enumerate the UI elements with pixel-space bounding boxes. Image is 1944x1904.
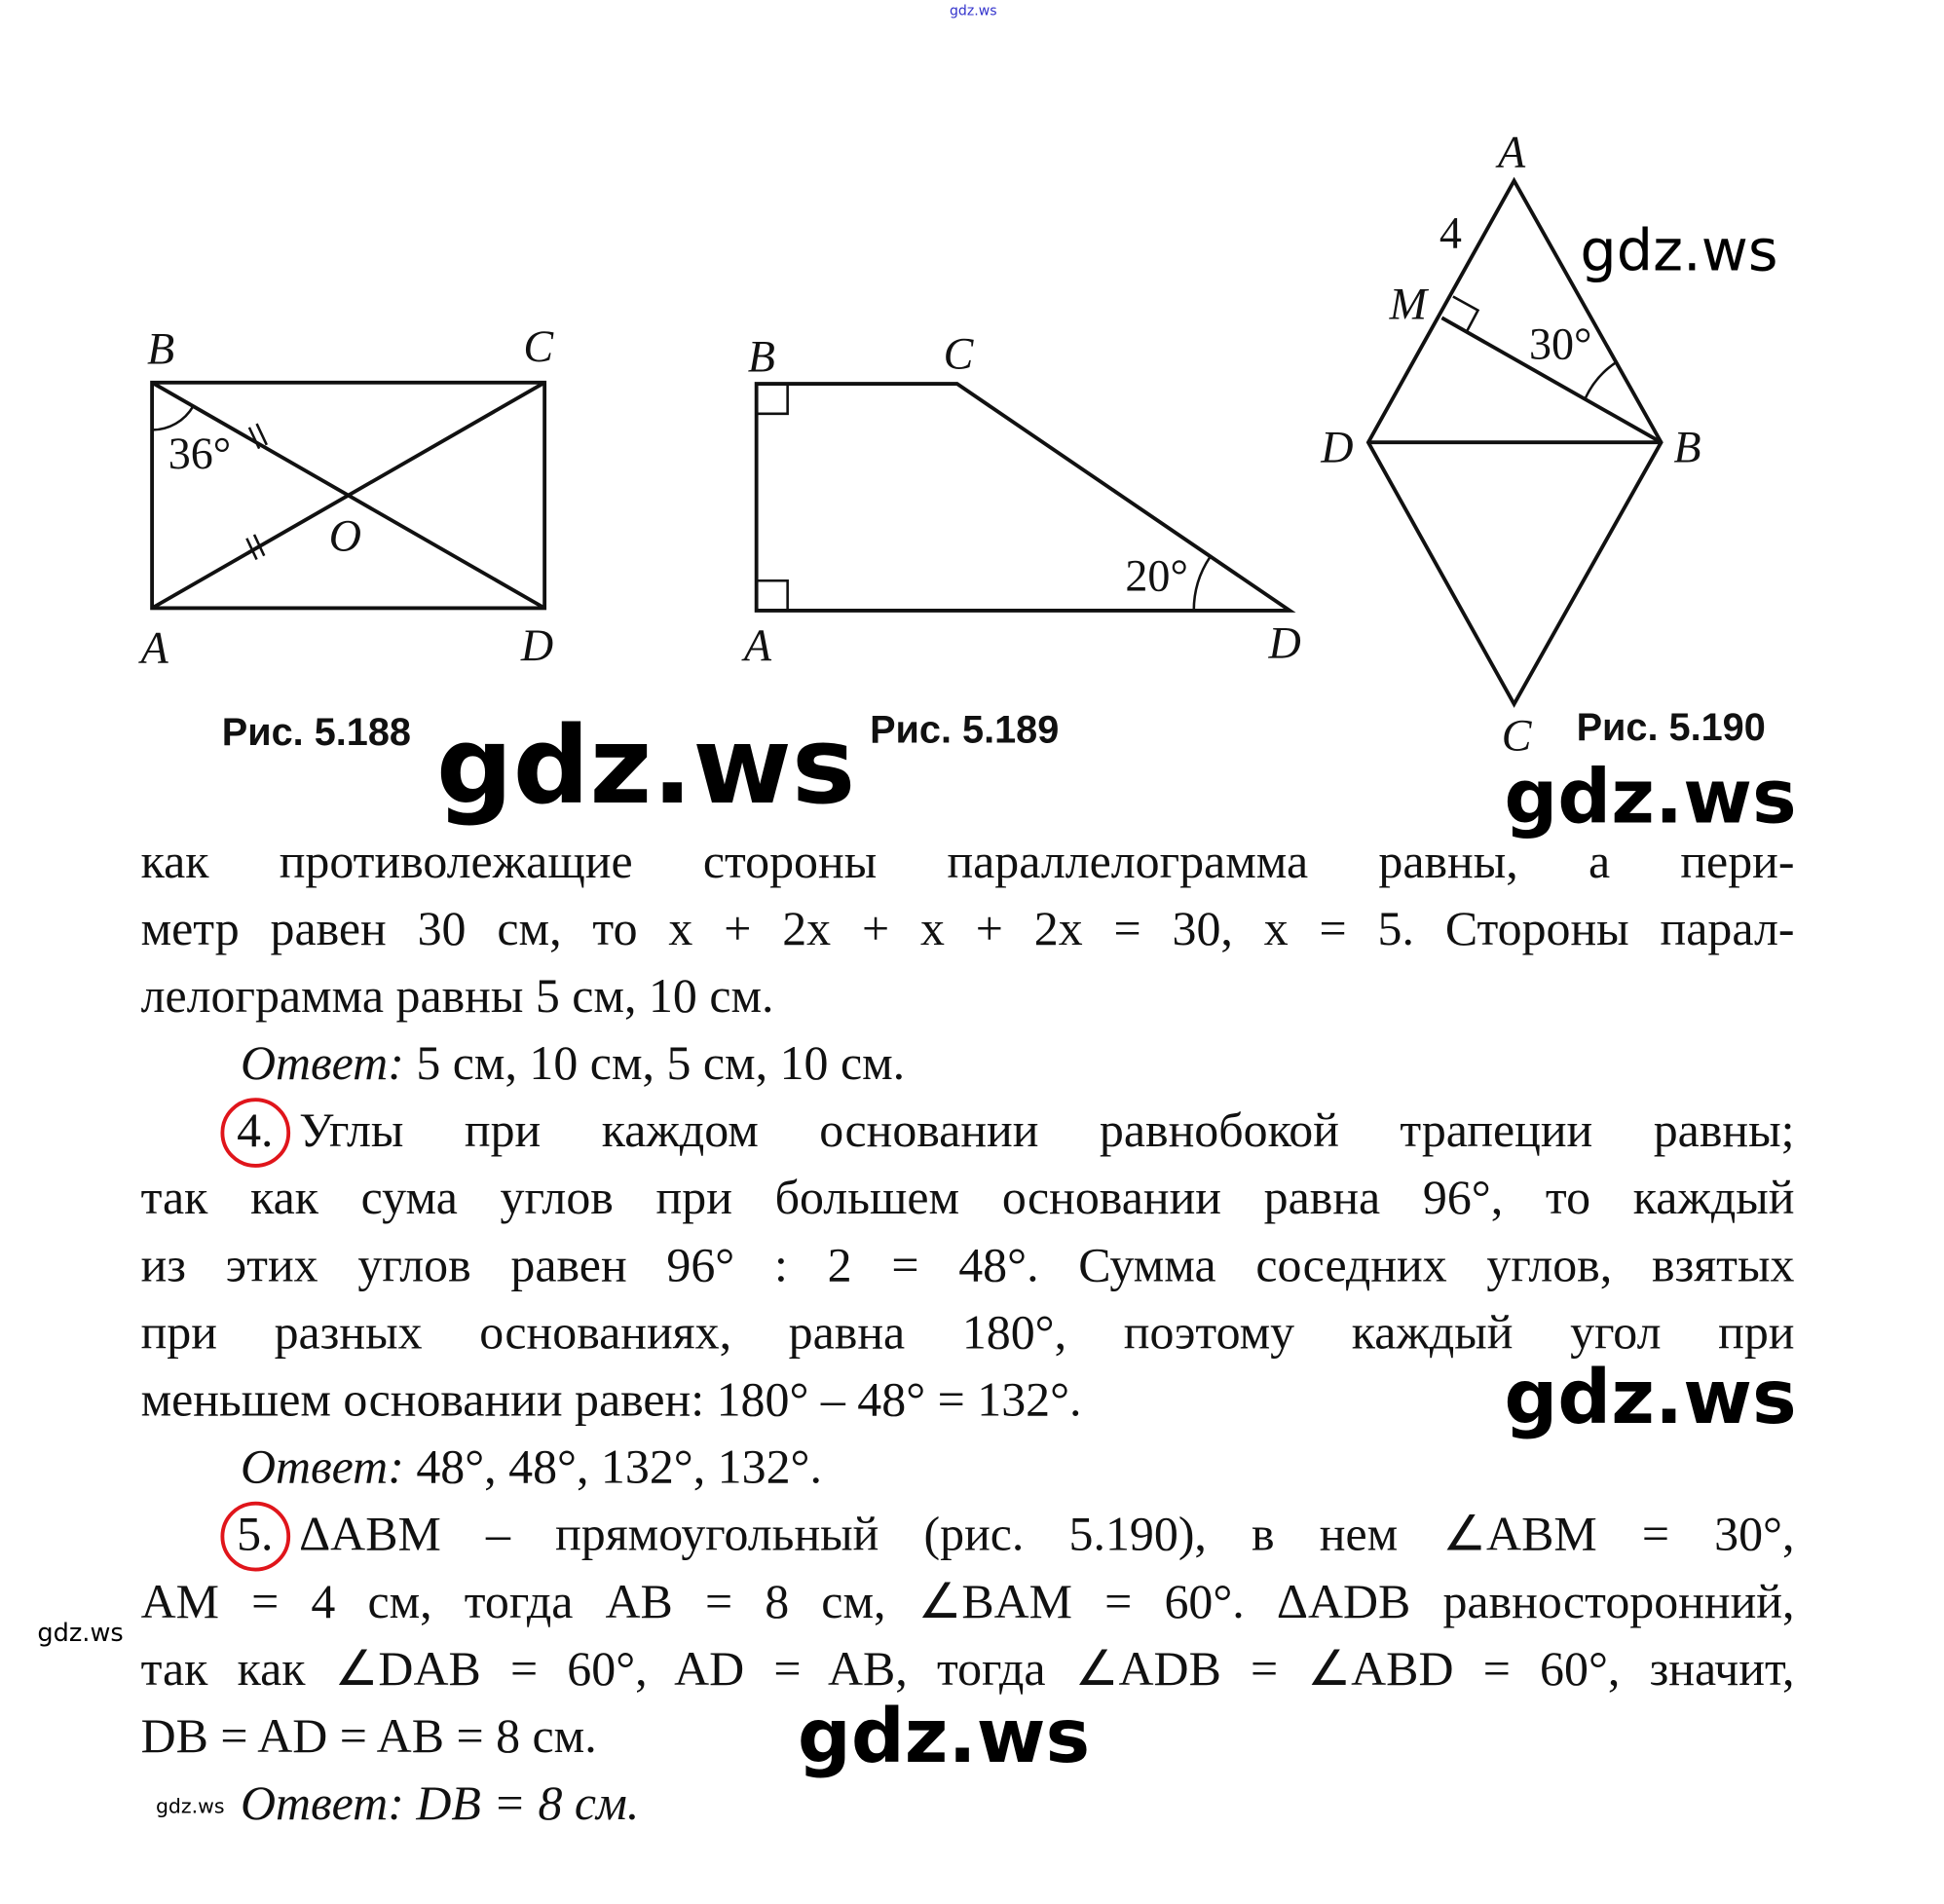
label-b: B [146, 323, 175, 374]
answer-line [240, 1440, 822, 1495]
label-b: B [1673, 422, 1701, 472]
figure-5-188 [152, 383, 544, 609]
text-line: ΔABM – прямоугольный (рис. 5.190), в нем ∠ABM = 30°, [299, 1508, 1795, 1562]
text-line: так как сума углов при большем основании равна 96°, то каждый [140, 1171, 1795, 1225]
label-d: D [1268, 617, 1301, 668]
label-c: C [523, 321, 554, 372]
answer-label: Ответ: [240, 1776, 404, 1831]
watermark: gdz.ws [797, 1693, 1091, 1781]
angle-label: 30° [1528, 318, 1592, 369]
text-line: AM = 4 см, тогда AB = 8 см, ∠BAM = 60°. ΔADB равносторонний, [140, 1575, 1795, 1629]
text-line: метр равен 30 см, то x + 2x + x + 2x = 30, x = 5. Стороны парал- [140, 902, 1795, 956]
label-c: C [1501, 710, 1532, 761]
answer-label: Ответ: [240, 1440, 404, 1495]
watermark: gdz.ws [155, 1794, 225, 1818]
text-line: как противолежащие стороны параллелограмма равны, а пери- [140, 835, 1795, 889]
caption-5-188: Рис. 5.188 [221, 710, 411, 755]
text-line: из этих углов равен 96° : 2 = 48°. Сумма соседних углов, взятых [140, 1238, 1795, 1292]
label-m: M [1389, 279, 1428, 329]
label-a: A [140, 622, 168, 673]
label-b: B [747, 331, 775, 382]
answer-line [240, 1036, 906, 1091]
label-o: O [328, 510, 362, 561]
angle-label: 20° [1125, 550, 1188, 601]
text-line: так как ∠DAB = 60°, AD = AB, тогда ∠ADB = ∠ABD = 60°, значит, [140, 1642, 1795, 1697]
watermark: gdz.ws [1580, 216, 1778, 284]
label-d: D [1321, 422, 1354, 472]
answer-text: 5 см, 10 см, 5 см, 10 см. [403, 1036, 906, 1091]
text-line: Углы при каждом основании равнобокой трапеции равны; [299, 1103, 1795, 1158]
text-line: меньшем основании равен: 180° – 48° = 132°. [140, 1373, 1082, 1428]
label-d: D [520, 620, 554, 671]
watermark: gdz.ws [1504, 1354, 1797, 1442]
caption-5-190: Рис. 5.190 [1576, 705, 1766, 749]
answer-line [240, 1776, 640, 1831]
text-line: при разных основаниях, равна 180°, поэтому каждый угол при [140, 1305, 1795, 1360]
side-label: 4 [1439, 207, 1462, 258]
watermark: gdz.ws [1504, 754, 1797, 841]
problem-number: 5. [237, 1508, 274, 1562]
angle-label: 36° [168, 429, 232, 479]
label-a: A [743, 620, 772, 671]
text-line: DB = AD = AB = 8 см. [140, 1709, 597, 1764]
label-c: C [943, 328, 974, 379]
watermark: gdz.ws [949, 2, 997, 19]
answer-text: 48°, 48°, 132°, 132°. [403, 1440, 822, 1495]
caption-5-189: Рис. 5.189 [870, 707, 1060, 752]
text-line: лелограмма равны 5 см, 10 см. [140, 969, 774, 1024]
answer-text: DB = 8 см. [403, 1776, 640, 1831]
answer-label: Ответ: [240, 1036, 404, 1091]
figure-5-189 [757, 384, 1290, 611]
problem-number: 4. [237, 1103, 274, 1158]
watermark: gdz.ws [435, 703, 856, 829]
watermark: gdz.ws [37, 1617, 124, 1648]
label-a: A [1497, 127, 1526, 177]
